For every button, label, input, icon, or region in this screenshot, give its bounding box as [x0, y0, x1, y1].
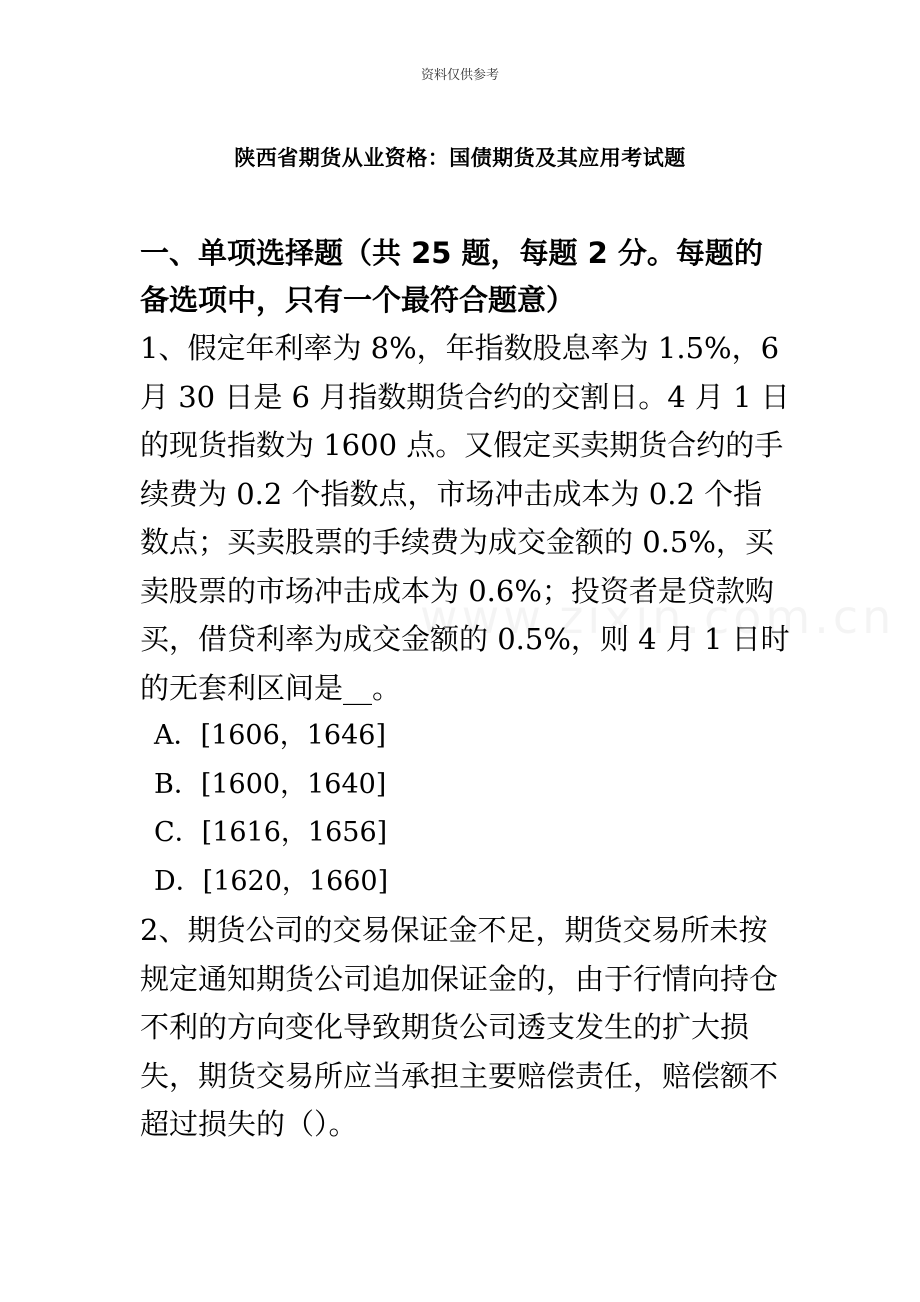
- option-c: [154, 809, 790, 858]
- option-text: [1606，1646]: [200, 720, 386, 751]
- option-a: [154, 712, 790, 761]
- option-letter: A．: [154, 720, 201, 751]
- option-b: [154, 761, 790, 810]
- option-text: [1600，1640]: [200, 768, 387, 800]
- option-text: [1620，1660]: [202, 865, 389, 897]
- option-letter: D．: [154, 865, 203, 897]
- option-letter: C．: [154, 817, 202, 848]
- document-body: [140, 230, 790, 1149]
- question-1: [140, 324, 790, 906]
- header-note: 资料仅供参考: [420, 68, 499, 83]
- question-text: 2、期货公司的交易保证金不足，期货交易所未按规定通知期货公司追加保证金的，由于行情向持仓不利的方向变化导致期货公司透支发生的扩大损失，期货交易所应当承担主要赔偿责任，赔偿额不超过损失的（）。: [140, 913, 779, 1141]
- option-letter: B．: [154, 768, 201, 800]
- document-title: 陕西省期货从业资格：国债期货及其应用考试题: [234, 145, 686, 170]
- section-heading: 一、单项选择题（共 25 题，每题 2 分。每题的备选项中，只有一个最符合题意）: [140, 236, 763, 317]
- question-2: [140, 906, 790, 1149]
- question-text: 1、假定年利率为 8%，年指数股息率为 1.5%，6 月 30 日是 6 月指数期货合约的交割日。4 月 1 日的现货指数为 1600 点。又假定买卖期货合约的手续费为 0.2 个指数点，市场冲击成本为 0.2 个指数点；买卖股票的手续费为成交金额的 0.5%，买卖股票的市场冲击成本为 0.6%；投资者是贷款购买，借贷利率为成交金额的 0.5%，则 4 月 1 日时的无套利区间是__。: [140, 331, 790, 705]
- option-d: [154, 858, 790, 907]
- answer-options: [140, 712, 790, 906]
- option-text: [1616，1656]: [201, 817, 388, 848]
